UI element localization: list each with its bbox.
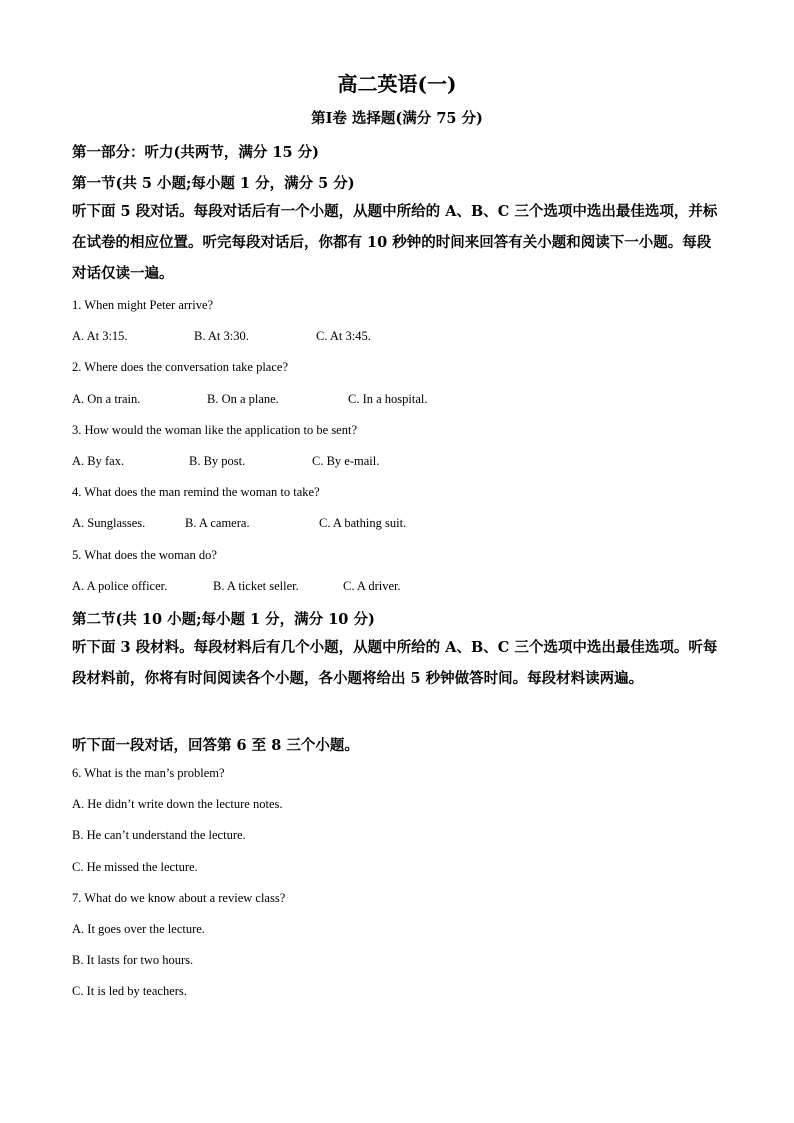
question-7-option-a: A. It goes over the lecture. bbox=[72, 922, 205, 936]
option-a: A. Sunglasses. bbox=[72, 516, 146, 530]
section1-heading: 第一节(共 5 小题;每小题 1 分，满分 5 分) bbox=[72, 175, 355, 192]
option-b: B. On a plane. bbox=[207, 392, 279, 406]
section2-heading: 第二节(共 10 小题;每小题 1 分，满分 10 分) bbox=[72, 611, 375, 628]
question-4: 4. What does the man remind the woman to take? bbox=[72, 485, 320, 499]
option-c: C. In a hospital. bbox=[348, 392, 428, 406]
question-1: 1. When might Peter arrive? bbox=[72, 298, 214, 312]
page-title: 高二英语(一) bbox=[337, 72, 457, 96]
question-3: 3. How would the woman like the application to be sent? bbox=[72, 423, 358, 437]
option-c: C. At 3:45. bbox=[316, 329, 371, 343]
option-c: C. A bathing suit. bbox=[319, 516, 407, 530]
section2-instructions: 听下面 3 段材料。每段材料后有几个小题，从题中所给的 A、B、C 三个选项中选出最佳选项。听每段材料前，你将有时间阅读各个小题，各小题将给出 5 秒钟做答时间。每段材料读两遍。 bbox=[72, 639, 718, 687]
option-a: A. On a train. bbox=[72, 392, 141, 406]
option-b: B. A camera. bbox=[185, 516, 250, 530]
question-7-option-b: B. It lasts for two hours. bbox=[72, 953, 194, 967]
option-b: B. By post. bbox=[189, 454, 246, 468]
question-7-option-c: C. It is led by teachers. bbox=[72, 984, 187, 998]
question-6-option-c: C. He missed the lecture. bbox=[72, 860, 198, 874]
option-b: B. A ticket seller. bbox=[213, 579, 299, 593]
question-2: 2. Where does the conversation take place? bbox=[72, 360, 288, 374]
question-6-option-b: B. He can’t understand the lecture. bbox=[72, 828, 246, 842]
question-7: 7. What do we know about a review class? bbox=[72, 891, 286, 905]
question-6: 6. What is the man’s problem? bbox=[72, 766, 225, 780]
option-c: C. By e-mail. bbox=[312, 454, 380, 468]
question-6-option-a: A. He didn’t write down the lecture notes. bbox=[72, 797, 283, 811]
option-a: A. At 3:15. bbox=[72, 329, 128, 343]
section-subtitle: 第Ⅰ卷 选择题(满分 75 分) bbox=[311, 110, 483, 127]
group1-heading: 听下面一段对话，回答第 6 至 8 三个小题。 bbox=[72, 737, 359, 754]
part1-heading: 第一部分：听力(共两节，满分 15 分) bbox=[72, 144, 319, 161]
question-5: 5. What does the woman do? bbox=[72, 548, 217, 562]
option-a: A. By fax. bbox=[72, 454, 125, 468]
option-c: C. A driver. bbox=[343, 579, 401, 593]
option-b: B. At 3:30. bbox=[194, 329, 249, 343]
option-a: A. A police officer. bbox=[72, 579, 168, 593]
section1-instructions: 听下面 5 段对话。每段对话后有一个小题，从题中所给的 A、B、C 三个选项中选出最佳选项，并标在试卷的相应位置。听完每段对话后，你都有 10 秒钟的时间来回答有关小题和阅读下一小题。每段对话仅读一遍。 bbox=[72, 203, 718, 282]
